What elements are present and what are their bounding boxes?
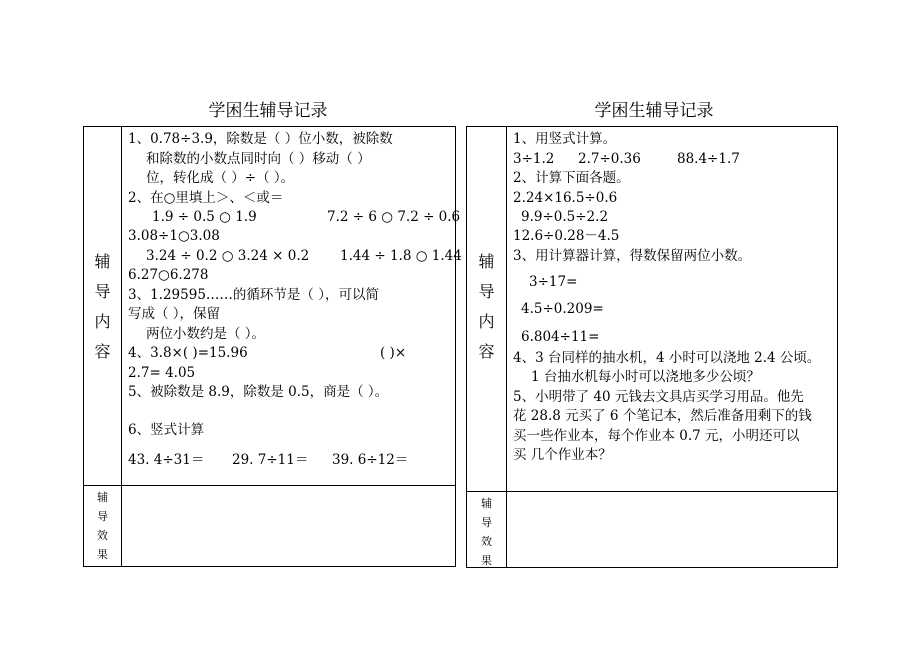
content-line: 1、0.78÷3.9，除数是（ ）位小数，被除数 <box>128 131 393 147</box>
left-title: 学困生辅导记录 <box>208 101 328 121</box>
content-line: 3.24 ÷ 0.2 ○ 3.24 × 0.2 <box>146 248 310 264</box>
content-line: 4、3.8×( )=15.96 <box>128 345 248 361</box>
content-line: 29. 7÷11＝ <box>232 452 309 468</box>
label-char: 辅 <box>478 252 495 271</box>
content-line: 写成（ ），保留 <box>128 306 221 322</box>
content-line: 2.24×16.5÷0.6 <box>513 190 618 206</box>
content-line: 1.44 ÷ 1.8 ○ 1.44 <box>340 248 462 264</box>
content-line: 5、被除数是 8.9，除数是 0.5，商是（ ）。 <box>128 384 389 400</box>
content-line: 买 几个作业本？ <box>513 447 612 463</box>
label-char: 导 <box>481 516 492 529</box>
right-effect-label-cell <box>467 492 507 567</box>
left-content-label-cell <box>84 127 122 485</box>
label-char: 导 <box>97 510 108 523</box>
content-line: 位，转化成（ ）÷（ ）。 <box>146 170 295 186</box>
content-line: 5、小明带了 40 元钱去文具店买学习用品。他先 <box>513 389 804 405</box>
label-char: 果 <box>97 548 108 561</box>
left-content-row <box>84 127 462 486</box>
label-char: 导 <box>94 282 111 301</box>
content-line: ( )× <box>380 345 407 361</box>
right-content-row <box>467 127 837 492</box>
right-effect-area <box>507 492 837 567</box>
content-line: 3、1.29595……的循环节是（ ），可以简 <box>128 287 379 303</box>
label-char: 果 <box>481 554 492 567</box>
content-line: 9.9÷0.5÷2.2 <box>521 209 609 225</box>
content-line: 43. 4÷31＝ <box>128 452 205 468</box>
left-effect-row <box>84 486 455 566</box>
content-line: 2、在○里填上＞、＜或＝ <box>128 190 284 206</box>
content-line: 2、计算下面各题。 <box>513 170 630 186</box>
right-content-area <box>507 127 837 491</box>
content-line: 4、3 台同样的抽水机，4 小时可以浇地 2.4 公顷。 <box>513 350 821 366</box>
content-line: 两位小数约是（ ）。 <box>146 326 266 342</box>
content-line: 3÷17= <box>529 274 578 290</box>
left-record-table <box>83 126 462 567</box>
label-char: 辅 <box>94 252 111 271</box>
label-char: 内 <box>94 312 111 331</box>
content-line: 花 28.8 元买了 6 个笔记本，然后准备用剩下的钱 <box>513 408 812 424</box>
left-content-label <box>84 247 121 367</box>
content-line: 2.7÷0.36 <box>578 151 641 167</box>
right-content-label <box>467 247 506 367</box>
content-line: 6、竖式计算 <box>128 422 205 438</box>
label-char: 效 <box>97 529 108 542</box>
content-line: 1、用竖式计算。 <box>513 131 617 147</box>
content-line: 6.804÷11= <box>521 329 600 345</box>
label-char: 辅 <box>481 497 492 510</box>
content-line: 3、用计算器计算，得数保留两位小数。 <box>513 248 752 264</box>
left-content-area <box>122 127 462 485</box>
label-char: 内 <box>478 312 495 331</box>
left-effect-area <box>122 486 455 566</box>
label-char: 导 <box>478 282 495 301</box>
label-char: 容 <box>94 342 111 361</box>
right-effect-row <box>467 492 837 567</box>
left-effect-label <box>84 488 121 564</box>
label-char: 容 <box>478 342 495 361</box>
right-effect-label <box>467 494 506 570</box>
right-content-label-cell <box>467 127 507 491</box>
left-effect-label-cell <box>84 486 122 566</box>
right-record-table <box>466 126 838 568</box>
content-line: 39. 6÷12＝ <box>332 452 409 468</box>
content-line: 7.2 ÷ 6 ○ 7.2 ÷ 0.6 <box>327 209 461 225</box>
content-line: 2.7= 4.05 <box>128 365 196 381</box>
content-line: 6.27○6.278 <box>128 267 209 283</box>
content-line: 12.6÷0.28－4.5 <box>513 228 620 244</box>
content-line: 和除数的小数点同时向（ ）移动（ ） <box>146 151 371 167</box>
content-line: 1.9 ÷ 0.5 ○ 1.9 <box>152 209 257 225</box>
content-line: 4.5÷0.209= <box>521 301 604 317</box>
label-char: 效 <box>481 535 492 548</box>
label-char: 辅 <box>97 491 108 504</box>
content-line: 1 台抽水机每小时可以浇地多少公顷？ <box>531 369 760 385</box>
right-title: 学困生辅导记录 <box>594 101 714 121</box>
content-line: 88.4÷1.7 <box>677 151 740 167</box>
content-line: 3.08÷1○3.08 <box>128 228 220 244</box>
content-line: 买一些作业本，每个作业本 0.7 元，小明还可以 <box>513 428 800 444</box>
content-line: 3÷1.2 <box>513 151 555 167</box>
